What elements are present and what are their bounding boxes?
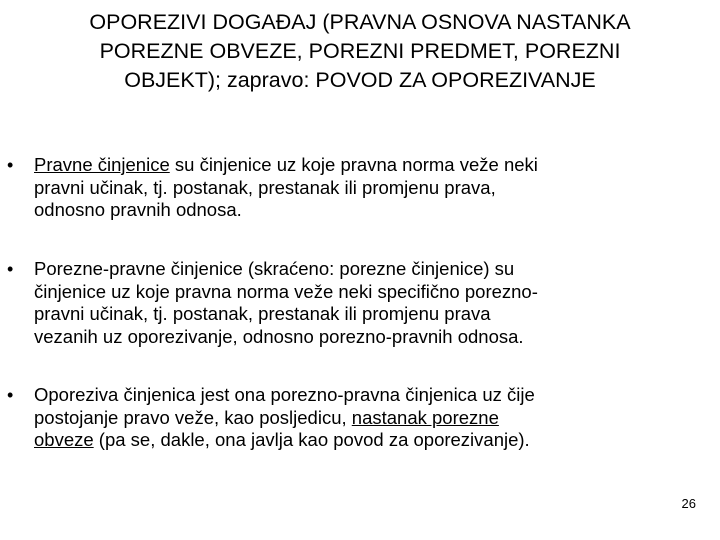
bullet-line	[34, 154, 694, 177]
underlined-term: nastanak porezne	[351, 406, 499, 428]
underlined-term: Pravne činjenice	[34, 154, 170, 175]
bullet-line: odnosno pravnih odnosa.	[34, 199, 242, 220]
underlined-term: obveze	[34, 429, 94, 450]
bullet-line-rest: su činjenice uz koje pravna norma veže neki	[169, 154, 538, 175]
bullet-marker: •	[7, 155, 14, 175]
bullet-line: vezanih uz oporezivanje, odnosno porezno-pravnih odnosa.	[34, 325, 524, 347]
bullet-line	[34, 429, 694, 452]
bullet-line: Porezne-pravne činjenice (skraćeno: porezne činjenice) su	[34, 258, 515, 279]
slide-title	[20, 8, 700, 95]
title-line-2: POREZNE OBVEZE, POREZNI PREDMET, POREZNI	[99, 39, 621, 63]
bullet-line: činjenice uz koje pravna norma veže neki specifično porezno-	[34, 280, 538, 302]
bullet-line-plain: postojanje pravo veže, kao posljedicu,	[34, 406, 352, 428]
bullet-text	[34, 154, 694, 222]
bullet-line	[34, 407, 694, 430]
page-number: 26	[681, 496, 696, 511]
bullet-marker: •	[7, 385, 14, 405]
bullet-marker: •	[7, 259, 14, 279]
bullet-line: Oporeziva činjenica jest ona porezno-pravna činjenica uz čije	[34, 384, 535, 405]
bullet-line: pravni učinak, tj. postanak, prestanak ili promjenu prava	[34, 303, 491, 324]
bullet-text	[34, 384, 694, 452]
title-line-3: OBJEKT); zapravo: POVOD ZA OPOREZIVANJE	[124, 68, 596, 92]
bullet-text	[34, 258, 694, 348]
title-line-1: OPOREZIVI DOGAĐAJ (PRAVNA OSNOVA NASTANKA	[89, 10, 631, 34]
bullet-line-rest: (pa se, dakle, ona javlja kao povod za oporezivanje).	[93, 429, 530, 450]
bullet-line: pravni učinak, tj. postanak, prestanak ili promjenu prava,	[34, 176, 496, 198]
